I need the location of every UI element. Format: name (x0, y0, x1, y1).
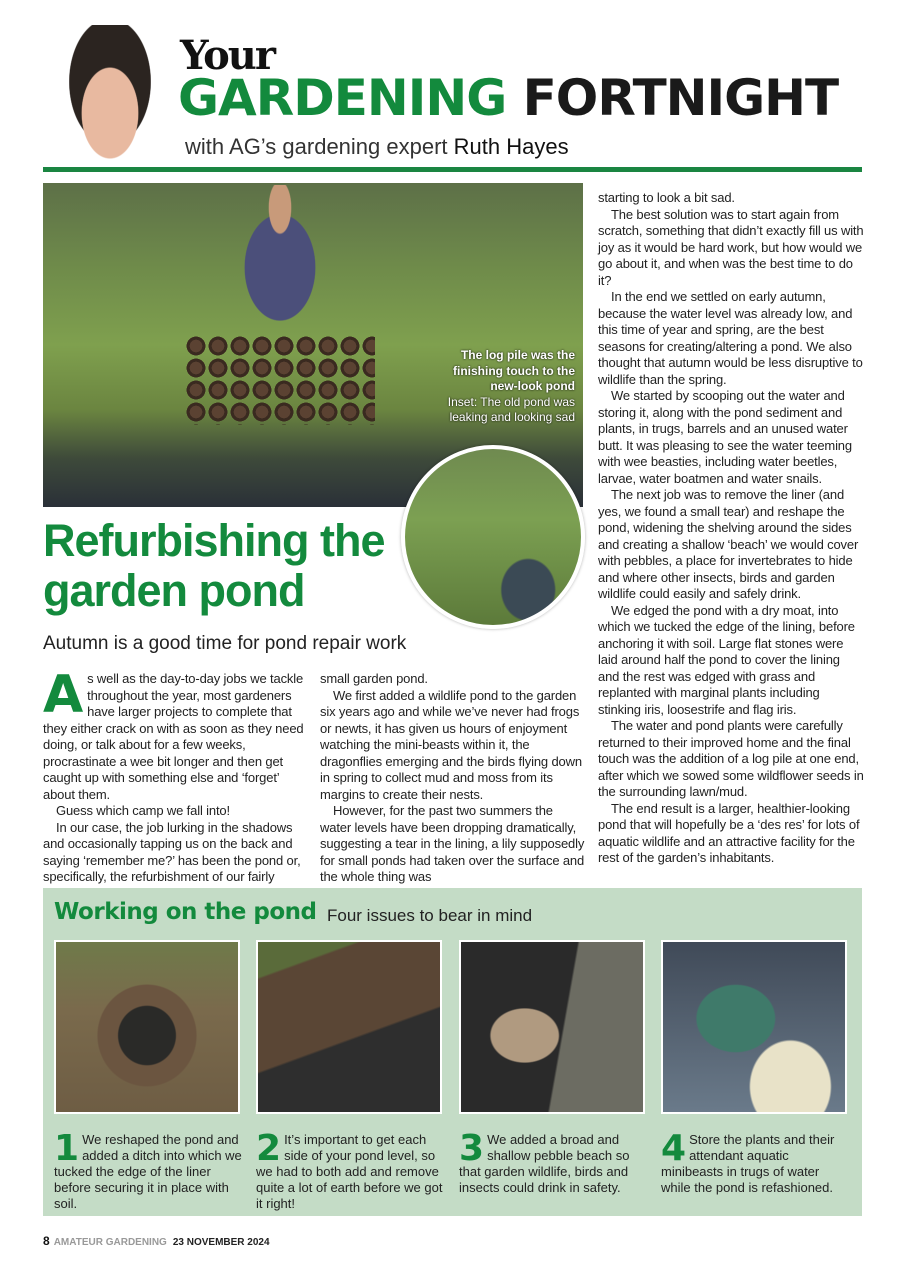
header-byline (185, 134, 569, 160)
paragraph: Guess which camp we fall into! (56, 803, 230, 818)
step-number: 4 (661, 1128, 687, 1169)
header-gardening: GARDENING (178, 69, 507, 127)
step-text: It’s important to get each side of your pond level, so we had to both add and remove quite a lot of earth before we got it right! (256, 1132, 443, 1211)
paragraph: The best solution was to start again from scratch, something that didn’t exactly fill us with joy as it would be hard work, but how would we go about it, and when was the best time to do it? (598, 206, 864, 288)
paragraph: starting to look a bit sad. (598, 190, 735, 205)
article-title: Refurbishing the garden pond (43, 515, 385, 616)
author-name: Ruth Hayes (453, 134, 569, 159)
paragraph: In the end we settled on early autumn, because the water level was already low, and this time of year and spring, are the best seasons for creating/altering a pond. We also thought that autumn would be less disruptive to wildlife than the spring. (598, 289, 863, 387)
step-4-photo (661, 940, 847, 1114)
step-text: We added a broad and shallow pebble beach so that garden wildlife, birds and insects could drink in safety. (459, 1132, 630, 1195)
step-3-photo (459, 940, 645, 1114)
header-fortnight: FORTNIGHT (522, 69, 839, 127)
drop-cap: A (43, 665, 84, 725)
paragraph: The water and pond plants were carefully returned to their improved home and the final touch was the addition of a log pile at one end, after which we sowed some wildflower seeds in the surrounding lawn/mud. (598, 718, 864, 799)
step-3-caption (459, 1128, 649, 1196)
step-2-caption (256, 1128, 446, 1212)
tips-box-title: Working on the pond (54, 899, 317, 925)
inset-photo (401, 445, 585, 629)
paragraph: We edged the pond with a dry moat, into which we tucked the edge of the lining, before anchoring it with soil. Large flat stones were laid around half the pond to cover the lining and the rest was edged with grass and replanted with marginal plants including stinking iris, loosestrife and flag iris. (598, 602, 855, 717)
step-text: We reshaped the pond and added a ditch into which we tucked the edge of the liner before securing it in place with soil. (54, 1132, 242, 1211)
article-column-1 (43, 665, 307, 886)
page-number: 8 (43, 1234, 50, 1248)
step-number: 3 (459, 1128, 485, 1169)
paragraph: s well as the day-to-day jobs we tackle throughout the year, most gardeners have larger projects to complete that they either crack on with as soon as they need doing, or talk about for a few weeks, procrastinate a wee bit longer and then get caught up with something else and ‘forget’ about them. (43, 671, 304, 802)
step-number: 2 (256, 1128, 282, 1169)
page-footer (43, 1234, 270, 1248)
paragraph: The end result is a larger, healthier-looking pond that will hopefully be a ‘des res’ for lots of aquatic wildlife and an attractive facility for the rest of the garden’s inhabitants. (598, 800, 860, 865)
caption-main: The log pile was the finishing touch to the new-look pond (453, 348, 575, 393)
paragraph: In our case, the job lurking in the shadows and occasionally tapping us on the back and saying ‘remember me?’ has been the pond or, specifically, the refurbishment of our fairly (43, 819, 301, 884)
byline-text: with AG’s gardening expert (185, 134, 448, 159)
paragraph: The next job was to remove the liner (and yes, we found a small tear) and reshape the pond, widening the shelving around the sides and creating a shallow ‘beach’ we would cover with pebbles, a place for invertebrates to hide and where other insects, birds and garden wildlife could easily and safely drink. (598, 487, 859, 601)
paragraph: We started by scooping out the water and storing it, along with the pond sediment and plants, in trugs, barrels and an unused water butt. It was pleasing to see the water teeming with wee beasties, including water beetles, larvae, water boatmen and water snails. (598, 388, 852, 486)
issue-date: 23 NOVEMBER 2024 (172, 1237, 270, 1248)
photo-person (225, 185, 335, 335)
photo-log-pile (185, 335, 375, 425)
author-portrait (55, 25, 165, 167)
magazine-name: AMATEUR GARDENING (53, 1237, 167, 1248)
step-2-photo (256, 940, 442, 1114)
step-text: Store the plants and their attendant aquatic minibeasts in trugs of water while the pond is refashioned. (661, 1132, 835, 1195)
header-divider (43, 167, 862, 172)
article-standfirst: Autumn is a good time for pond repair work (43, 633, 407, 654)
step-1-caption (54, 1128, 244, 1212)
photo-caption (435, 348, 575, 426)
step-4-caption (661, 1128, 851, 1196)
header-your: Your (180, 32, 274, 79)
tips-box-subtitle: Four issues to bear in mind (327, 906, 533, 925)
paragraph: small garden pond. (320, 671, 428, 686)
caption-inset: Inset: The old pond was leaking and looking sad (447, 394, 575, 424)
article-column-2 (320, 671, 586, 886)
step-1-photo (54, 940, 240, 1114)
header-title (178, 70, 838, 126)
article-column-3 (598, 190, 864, 867)
paragraph: However, for the past two summers the water levels have been dropping dramatically, suggesting a tear in the lining, a lily supposedly for small ponds had taken over the surface and the whole thing was (320, 803, 585, 884)
step-number: 1 (54, 1128, 80, 1169)
paragraph: We first added a wildlife pond to the garden six years ago and while we’ve never had frogs or newts, it has given us hours of enjoyment watching the mini-beasts within it, the dragonflies emerging and the birds flying down in spring to collect mud and moss from its margins to create their nests. (320, 687, 582, 802)
